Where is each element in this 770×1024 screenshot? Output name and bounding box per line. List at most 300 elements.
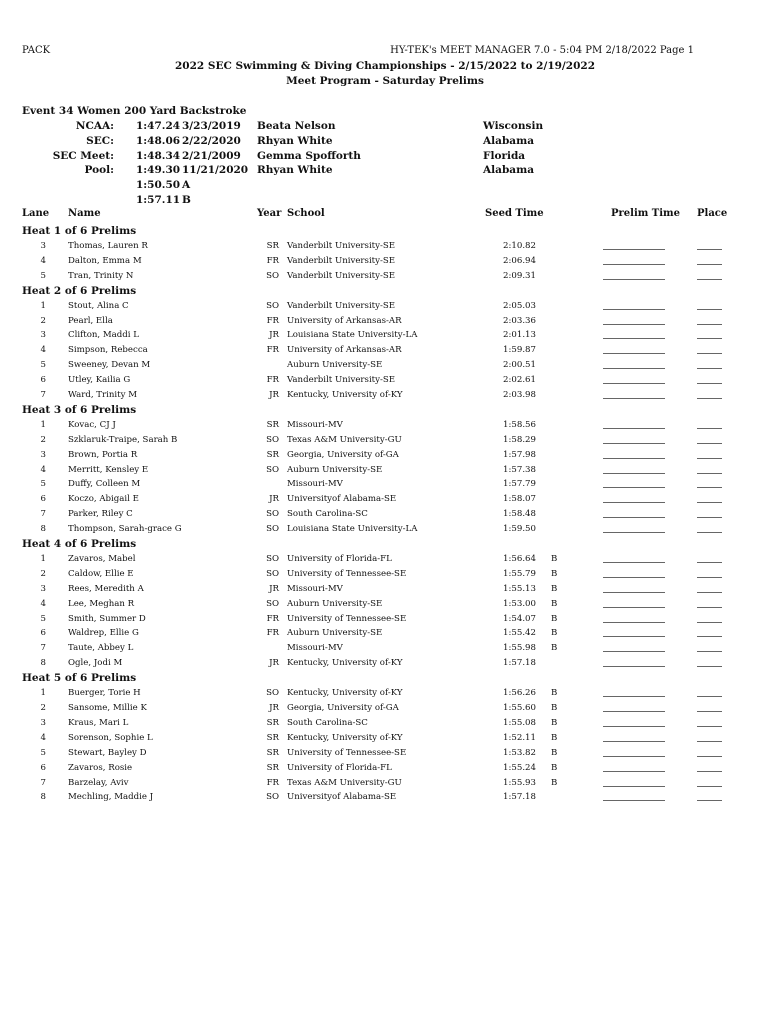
lane-number: 6 [40, 375, 46, 386]
place-blank [697, 651, 722, 652]
swimmer-name: Lee, Meghan R [68, 598, 135, 609]
swimmer-school: University of Florida-FL [287, 762, 392, 773]
prelim-time-blank [603, 428, 665, 429]
entry-row [0, 477, 770, 492]
swimmer-school: Texas A&M University-GU [287, 777, 402, 788]
seed-time: 2:06.94 [503, 255, 536, 266]
lane-number: 1 [40, 554, 46, 565]
swimmer-school: University of Tennessee-SE [287, 568, 407, 579]
swimmer-name: Utley, Kailia G [68, 375, 131, 386]
prelim-time-blank [603, 383, 665, 384]
record-time: 1:47.24 [136, 120, 181, 132]
swimmer-year: SO [266, 300, 279, 311]
record-school: Alabama [483, 134, 534, 147]
prelim-time-blank [603, 800, 665, 801]
place-blank [697, 443, 722, 444]
seed-time: 2:03.36 [503, 315, 536, 326]
swimmer-school: Vanderbilt University-SE [287, 300, 396, 311]
heats-list [0, 224, 770, 805]
swimmer-year: FR [266, 375, 279, 386]
lane-number: 3 [40, 330, 46, 341]
prelim-time-blank [603, 532, 665, 533]
place-blank [697, 502, 722, 503]
swimmer-year: FR [266, 315, 279, 326]
place-blank [697, 786, 722, 787]
swimmer-name: Pearl, Ella [68, 315, 113, 326]
swimmer-school: Auburn University-SE [287, 598, 383, 609]
seed-time: 1:55.08 [503, 717, 536, 728]
entry-row [0, 612, 770, 627]
swimmer-school: Georgia, University of-GA [287, 703, 399, 714]
swimmer-school: South Carolina-SC [287, 717, 368, 728]
record-school: Wisconsin [483, 120, 544, 132]
swimmer-year: JR [269, 583, 279, 594]
prelim-time-blank [603, 264, 665, 265]
prelim-time-blank [603, 353, 665, 354]
swimmer-school: Louisiana State University-LA [287, 524, 418, 535]
swimmer-name: Szklaruk-Traipe, Sarah B [68, 434, 178, 445]
seed-time: 2:00.51 [503, 360, 536, 371]
swimmer-name: Rees, Meredith A [68, 583, 144, 594]
place-blank [697, 532, 722, 533]
swimmer-name: Simpson, Rebecca [68, 345, 148, 356]
place-blank [697, 249, 722, 250]
meet-title: 2022 SEC Swimming & Diving Championships - 2/15/2022 to 2/19/2022 [175, 60, 595, 72]
entry-row [0, 254, 770, 269]
seed-time: 1:55.24 [503, 762, 536, 773]
seed-time: 1:58.48 [503, 509, 536, 520]
swimmer-school: Vanderbilt University-SE [287, 270, 396, 281]
lane-number: 4 [40, 464, 46, 475]
lane-number: 8 [40, 792, 46, 803]
lane-number: 7 [40, 509, 46, 520]
swimmer-name: Merritt, Kensley E [68, 464, 149, 475]
record-date: B [182, 193, 191, 206]
lane-number: 1 [40, 419, 46, 430]
swimmer-year: SR [266, 241, 279, 251]
header-team-code: PACK [22, 45, 51, 56]
time-standard: B [551, 554, 558, 565]
record-row [0, 164, 770, 179]
swimmer-school: Kentucky, University of-KY [287, 688, 403, 699]
lane-number: 2 [40, 703, 46, 714]
seed-time: 1:52.11 [503, 732, 536, 743]
swimmer-name: Caldow, Ellie E [68, 568, 134, 579]
lane-number: 7 [40, 390, 46, 401]
time-standard: B [551, 747, 558, 758]
lane-number: 5 [40, 360, 46, 371]
swimmer-name: Buerger, Torie H [68, 688, 141, 699]
prelim-time-blank [603, 502, 665, 503]
lane-number: 5 [40, 747, 46, 758]
swimmer-year: SO [266, 270, 279, 281]
swimmer-school: Auburn University-SE [287, 628, 383, 639]
prelim-time-blank [603, 622, 665, 623]
record-time: 1:49.30 [136, 164, 181, 177]
lane-number: 7 [40, 777, 46, 788]
record-row [0, 150, 770, 165]
seed-time: 2:05.03 [503, 300, 536, 311]
swimmer-school: Louisiana State University-LA [287, 330, 418, 341]
record-holder: Rhyan White [257, 134, 333, 147]
entry-row [0, 746, 770, 761]
entry-row [0, 656, 770, 671]
swimmer-school: University of Florida-FL [287, 554, 392, 565]
record-time: 1:48.06 [136, 134, 181, 147]
record-row [0, 120, 770, 135]
prelim-time-blank [603, 487, 665, 488]
swimmer-year: SO [266, 688, 279, 699]
prelim-time-blank [603, 711, 665, 712]
heat-title-text: Heat 3 of 6 Prelims [22, 403, 137, 416]
entry-row [0, 448, 770, 463]
swimmer-school: Texas A&M University-GU [287, 434, 402, 445]
swimmer-year: SR [266, 717, 279, 728]
seed-time: 1:55.60 [503, 703, 536, 714]
place-blank [697, 279, 722, 280]
seed-time: 1:56.64 [503, 554, 536, 565]
lane-number: 1 [40, 300, 46, 311]
record-time: 1:57.11 [136, 193, 181, 206]
time-standard: B [551, 628, 558, 639]
swimmer-year: SR [266, 449, 279, 460]
seed-time: 1:55.98 [503, 643, 536, 654]
prelim-time-blank [603, 309, 665, 310]
swimmer-name: Sansome, Millie K [68, 703, 147, 714]
seed-time: 1:57.18 [503, 792, 536, 803]
seed-time: 1:59.50 [503, 524, 536, 535]
place-blank [697, 309, 722, 310]
entry-row [0, 582, 770, 597]
record-row [0, 135, 770, 150]
prelim-time-blank [603, 517, 665, 518]
time-standard: B [551, 688, 558, 699]
entry-row [0, 373, 770, 388]
lane-number: 3 [40, 241, 46, 251]
record-date: 2/22/2020 [182, 134, 241, 147]
lane-number: 3 [40, 583, 46, 594]
entry-row [0, 686, 770, 701]
prelim-time-blank [603, 443, 665, 444]
place-blank [697, 487, 722, 488]
swimmer-year: JR [269, 390, 279, 401]
record-row [0, 179, 770, 194]
entry-row [0, 433, 770, 448]
seed-time: 2:09.31 [503, 270, 536, 281]
place-blank [697, 607, 722, 608]
seed-time: 1:55.93 [503, 777, 536, 788]
record-holder: Beata Nelson [257, 120, 336, 132]
record-holder: Gemma Spofforth [257, 149, 361, 162]
swimmer-year: SO [266, 509, 279, 520]
swimmer-year: SR [266, 747, 279, 758]
prelim-time-blank [603, 249, 665, 250]
seed-time: 1:57.38 [503, 464, 536, 475]
swimmer-school: South Carolina-SC [287, 509, 368, 520]
meet-subtitle: Meet Program - Saturday Prelims [286, 75, 484, 87]
swimmer-school: Kentucky, University of-KY [287, 390, 403, 401]
entry-row [0, 701, 770, 716]
swimmer-name: Thompson, Sarah-grace G [68, 524, 182, 535]
swimmer-school: Kentucky, University of-KY [287, 732, 403, 743]
col-seed-time: Seed Time [485, 208, 544, 219]
swimmer-year: SO [266, 524, 279, 535]
lane-number: 3 [40, 449, 46, 460]
heat-title-text: Heat 1 of 6 Prelims [22, 225, 137, 237]
swimmer-name: Sweeney, Devan M [68, 360, 151, 371]
swimmer-name: Stewart, Bayley D [68, 747, 147, 758]
swimmer-name: Ward, Trinity M [68, 390, 137, 401]
record-school: Alabama [483, 164, 534, 177]
swimmer-name: Zavaros, Mabel [68, 554, 136, 565]
swimmer-school: University of Tennessee-SE [287, 747, 407, 758]
seed-time: 1:59.87 [503, 345, 536, 356]
seed-time: 1:55.79 [503, 568, 536, 579]
swimmer-school: Universityof Alabama-SE [287, 494, 397, 505]
place-blank [697, 577, 722, 578]
records-block [0, 120, 770, 209]
swimmer-name: Waldrep, Ellie G [68, 628, 139, 639]
swimmer-school: Georgia, University of-GA [287, 449, 399, 460]
swimmer-year: SO [266, 464, 279, 475]
prelim-time-blank [603, 741, 665, 742]
col-name: Name [68, 208, 101, 219]
swimmer-school: Auburn University-SE [287, 360, 383, 371]
record-date: 2/21/2009 [182, 149, 241, 162]
seed-time: 1:53.82 [503, 747, 536, 758]
swimmer-school: University of Tennessee-SE [287, 613, 407, 624]
seed-time: 1:57.79 [503, 479, 536, 490]
entry-row [0, 269, 770, 284]
record-date: A [182, 179, 191, 192]
record-label: SEC Meet: [52, 149, 114, 162]
place-blank [697, 324, 722, 325]
entry-row [0, 463, 770, 478]
record-time: 1:50.50 [136, 179, 181, 192]
prelim-time-blank [603, 368, 665, 369]
place-blank [697, 711, 722, 712]
column-headers [0, 208, 770, 222]
prelim-time-blank [603, 696, 665, 697]
record-holder: Rhyan White [257, 164, 333, 177]
place-blank [697, 338, 722, 339]
prelim-time-blank [603, 338, 665, 339]
swimmer-year: JR [269, 330, 279, 341]
col-school: School [287, 208, 325, 219]
time-standard: B [551, 777, 558, 788]
swimmer-name: Duffy, Colleen M [68, 479, 141, 490]
entry-row [0, 776, 770, 791]
entry-row [0, 418, 770, 433]
prelim-time-blank [603, 562, 665, 563]
swimmer-name: Dalton, Emma M [68, 255, 142, 266]
entry-row [0, 761, 770, 776]
prelim-time-blank [603, 666, 665, 667]
place-blank [697, 726, 722, 727]
lane-number: 4 [40, 732, 46, 743]
seed-time: 2:01.13 [503, 330, 536, 341]
swimmer-year: SR [266, 732, 279, 743]
prelim-time-blank [603, 279, 665, 280]
lane-number: 8 [40, 658, 46, 669]
prelim-time-blank [603, 577, 665, 578]
swimmer-name: Parker, Riley C [68, 509, 133, 520]
swimmer-year: JR [269, 658, 279, 669]
entry-row [0, 567, 770, 582]
place-blank [697, 696, 722, 697]
lane-number: 6 [40, 628, 46, 639]
record-school: Florida [483, 149, 526, 162]
place-blank [697, 636, 722, 637]
record-label: NCAA: [75, 120, 114, 132]
prelim-time-blank [603, 651, 665, 652]
swimmer-school: Vanderbilt University-SE [287, 241, 396, 251]
swimmer-name: Barzelay, Aviv [68, 777, 129, 788]
lane-number: 4 [40, 255, 46, 266]
prelim-time-blank [603, 592, 665, 593]
lane-number: 6 [40, 494, 46, 505]
lane-number: 6 [40, 762, 46, 773]
lane-number: 7 [40, 643, 46, 654]
place-blank [697, 398, 722, 399]
swimmer-year: SO [266, 792, 279, 803]
swimmer-year: JR [269, 703, 279, 714]
time-standard: B [551, 703, 558, 714]
heat-title-text: Heat 4 of 6 Prelims [22, 538, 137, 551]
entry-row [0, 597, 770, 612]
record-label: Pool: [84, 164, 114, 177]
entry-row [0, 492, 770, 507]
swimmer-school: Vanderbilt University-SE [287, 375, 396, 386]
swimmer-year: SR [266, 762, 279, 773]
lane-number: 3 [40, 717, 46, 728]
place-blank [697, 264, 722, 265]
swimmer-name: Clifton, Maddi L [68, 330, 139, 341]
record-date: 11/21/2020 [182, 164, 249, 177]
heat-title-text: Heat 2 of 6 Prelims [22, 284, 137, 297]
entry-row [0, 731, 770, 746]
record-row [0, 194, 770, 209]
seed-time: 1:55.42 [503, 628, 536, 639]
seed-time: 2:10.82 [503, 241, 536, 251]
swimmer-year: SO [266, 554, 279, 565]
time-standard: B [551, 613, 558, 624]
place-blank [697, 458, 722, 459]
lane-number: 4 [40, 345, 46, 356]
swimmer-year: SO [266, 598, 279, 609]
prelim-time-blank [603, 771, 665, 772]
swimmer-school: Kentucky, University of-KY [287, 658, 403, 669]
prelim-time-blank [603, 786, 665, 787]
swimmer-name: Mechling, Maddie J [68, 792, 154, 803]
time-standard: B [551, 598, 558, 609]
event-title: Event 34 Women 200 Yard Backstroke [22, 105, 247, 117]
seed-time: 1:58.56 [503, 419, 536, 430]
swimmer-year: FR [266, 345, 279, 356]
prelim-time-blank [603, 636, 665, 637]
time-standard: B [551, 643, 558, 654]
lane-number: 5 [40, 479, 46, 490]
place-blank [697, 562, 722, 563]
prelim-time-blank [603, 756, 665, 757]
swimmer-name: Sorenson, Sophie L [68, 732, 153, 743]
swimmer-school: Missouri-MV [287, 479, 343, 490]
lane-number: 5 [40, 270, 46, 281]
place-blank [697, 353, 722, 354]
swimmer-name: Ogle, Jodi M [68, 658, 123, 669]
seed-time: 1:54.07 [503, 613, 536, 624]
swimmer-name: Thomas, Lauren R [68, 241, 148, 251]
place-blank [697, 517, 722, 518]
record-date: 3/23/2019 [182, 120, 241, 132]
swimmer-school: Missouri-MV [287, 583, 343, 594]
entry-row [0, 239, 770, 254]
seed-time: 1:55.13 [503, 583, 536, 594]
entry-row [0, 388, 770, 403]
place-blank [697, 771, 722, 772]
prelim-time-blank [603, 473, 665, 474]
swimmer-year: FR [266, 777, 279, 788]
lane-number: 2 [40, 315, 46, 326]
swimmer-year: FR [266, 613, 279, 624]
swimmer-school: Vanderbilt University-SE [287, 255, 396, 266]
swimmer-name: Tran, Trinity N [68, 270, 134, 281]
swimmer-school: University of Arkansas-AR [287, 345, 402, 356]
entry-row [0, 626, 770, 641]
place-blank [697, 368, 722, 369]
entry-row [0, 790, 770, 805]
entry-row [0, 358, 770, 373]
col-year: Year [257, 208, 282, 219]
prelim-time-blank [603, 726, 665, 727]
lane-number: 8 [40, 524, 46, 535]
record-label: SEC: [86, 134, 114, 147]
place-blank [697, 741, 722, 742]
heat-title [0, 671, 770, 686]
swimmer-year: FR [266, 628, 279, 639]
prelim-time-blank [603, 458, 665, 459]
lane-number: 5 [40, 613, 46, 624]
col-place: Place [697, 208, 728, 219]
seed-time: 1:56.26 [503, 688, 536, 699]
place-blank [697, 592, 722, 593]
seed-time: 1:58.07 [503, 494, 536, 505]
time-standard: B [551, 583, 558, 594]
swimmer-year: JR [269, 494, 279, 505]
entry-row [0, 314, 770, 329]
entry-row [0, 552, 770, 567]
swimmer-school: Missouri-MV [287, 419, 343, 430]
entry-row [0, 343, 770, 358]
place-blank [697, 756, 722, 757]
swimmer-name: Stout, Alina C [68, 300, 129, 311]
lane-number: 2 [40, 568, 46, 579]
entry-row [0, 641, 770, 656]
header-software-info: HY-TEK's MEET MANAGER 7.0 - 5:04 PM 2/18/2022 Page 1 [390, 45, 694, 56]
seed-time: 1:57.98 [503, 449, 536, 460]
swimmer-year: SO [266, 568, 279, 579]
place-blank [697, 473, 722, 474]
swimmer-name: Brown, Portia R [68, 449, 138, 460]
swimmer-name: Taute, Abbey L [68, 643, 134, 654]
lane-number: 2 [40, 434, 46, 445]
time-standard: B [551, 568, 558, 579]
entry-row [0, 328, 770, 343]
time-standard: B [551, 762, 558, 773]
swimmer-name: Koczo, Abigail E [68, 494, 139, 505]
seed-time: 1:58.29 [503, 434, 536, 445]
entry-row [0, 299, 770, 314]
